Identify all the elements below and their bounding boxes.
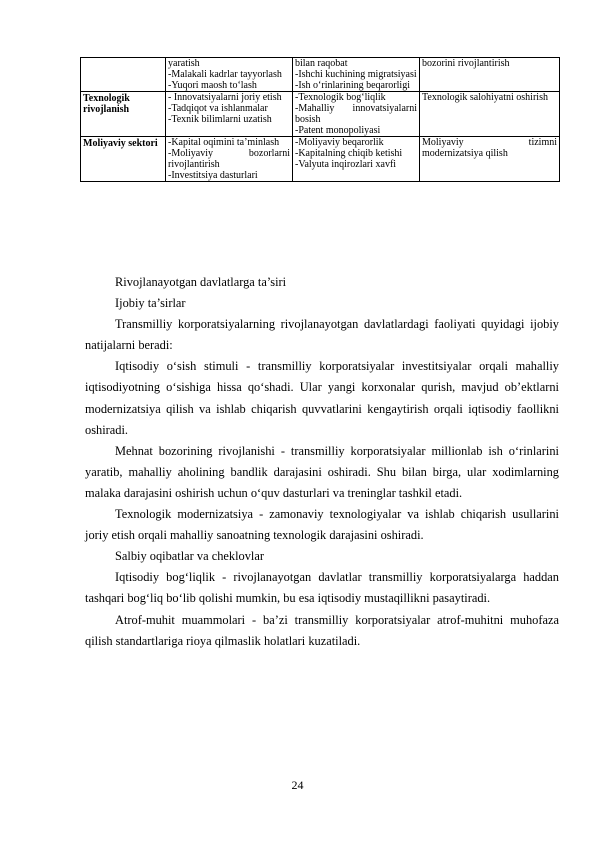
paragraph: Texnologik modernizatsiya - zamonaviy texnologiyalar va ishlab chiqarish usullarini joriy etish orqali mahalliy sanoatning texnologik darajasini oshiradi. <box>85 507 559 543</box>
cell-line: -Malakali kadrlar tayyorlash <box>168 69 282 80</box>
table-cell-category <box>81 58 166 92</box>
cell-line: -Patent monopoliyasi <box>295 125 381 136</box>
cell-line: -Ishchi kuchining migratsiyasi <box>295 69 417 80</box>
table-cell-positive <box>166 58 293 92</box>
impact-table <box>80 57 560 182</box>
cell-line: -Moliyaviy bozorlarni rivojlantirish <box>168 148 290 170</box>
table-cell-positive <box>166 137 293 182</box>
table-cell-positive <box>166 92 293 137</box>
paragraph: Atrof-muhit muammolari - ba’zi transmilliy korporatsiyalar atrof-muhitni muhofaza qilish standartlariga rioya qilmaslik holatlari kuzatiladi. <box>85 612 559 648</box>
table-row <box>81 137 560 182</box>
table-cell-negative <box>293 137 420 182</box>
table-cell-outcome <box>420 137 560 182</box>
cell-line: -Kapital oqimini ta’minlash <box>168 137 280 148</box>
cell-line: bilan raqobat <box>295 58 348 69</box>
cell-line: -Texnik bilimlarni uzatish <box>168 114 272 125</box>
cell-line: -Kapitalning chiqib ketishi <box>295 148 403 159</box>
cell-line: -Investitsiya dasturlari <box>168 170 258 181</box>
subsection-heading: Ijobiy ta’sirlar <box>115 296 186 311</box>
paragraph: Iqtisodiy bog‘liqlik - rivojlanayotgan davlatlar transmilliy korporatsiyalarga haddan tashqari bog‘liq bo‘lib qolishi mumkin, bu esa iqtisodiy mustaqillikni pasaytiradi. <box>85 570 559 606</box>
cell-line: -Tadqiqot va ishlanmalar <box>168 103 268 114</box>
cell-line: bozorini rivojlantirish <box>422 58 510 69</box>
table-cell-outcome <box>420 58 560 92</box>
table-row <box>81 58 560 92</box>
cell-line: -Mahalliy innovatsiyalarni bosish <box>295 103 417 125</box>
body-text <box>85 272 559 652</box>
cell-line: yaratish <box>168 58 200 69</box>
page-number: 24 <box>291 778 304 792</box>
cell-line: -Yuqori maosh to‘lash <box>168 80 257 91</box>
table-cell-negative <box>293 58 420 92</box>
paragraph: Iqtisodiy o‘sish stimuli - transmilliy korporatsiyalar investitsiyalar orqali mahalliy iqtisodiyotning o‘sishiga hissa qo‘shadi. Ular yangi korxonalar qurish, mavjud ob’ektlarni modernizatsiya qilish va ishlab chiqarish quvvatlarini kengaytirish orqali iqtisodiy faollikni oshiradi. <box>85 359 559 437</box>
cell-line: -Moliyaviy beqarorlik <box>295 137 384 148</box>
cell-line: -Texnologik bog‘liqlik <box>295 92 386 103</box>
table-cell-negative <box>293 92 420 137</box>
paragraph: Mehnat bozorining rivojlanishi - transmilliy korporatsiyalar millionlab ish o‘rinlarini yaratib, mahalliy aholining bandlik darajasini oshiradi. Shu bilan birga, ular xodimlarning malaka darajasini oshirish uchun o‘quv dasturlari va treninglar tashkil etadi. <box>85 443 559 500</box>
table-cell-category: Moliyaviy sektori <box>81 137 166 182</box>
subsection-heading: Salbiy oqibatlar va cheklovlar <box>115 549 264 564</box>
table-cell-outcome <box>420 92 560 137</box>
cell-line: -Ish o‘rinlarining beqarorligi <box>295 80 410 91</box>
cell-line: Texnologik salohiyatni oshirish <box>422 92 548 103</box>
table-row <box>81 92 560 137</box>
paragraph: Transmilliy korporatsiyalarning rivojlanayotgan davlatlardagi faoliyati quyidagi ijobiy natijalarni beradi: <box>85 317 559 353</box>
table-cell-category: Texnologik rivojlanish <box>81 92 166 137</box>
cell-line: Moliyaviy tizimni modernizatsiya qilish <box>422 137 557 159</box>
section-heading: Rivojlanayotgan davlatlarga ta’siri <box>115 275 287 289</box>
cell-line: - Innovatsiyalarni joriy etish <box>168 92 282 103</box>
cell-line: -Valyuta inqirozlari xavfi <box>295 159 397 170</box>
